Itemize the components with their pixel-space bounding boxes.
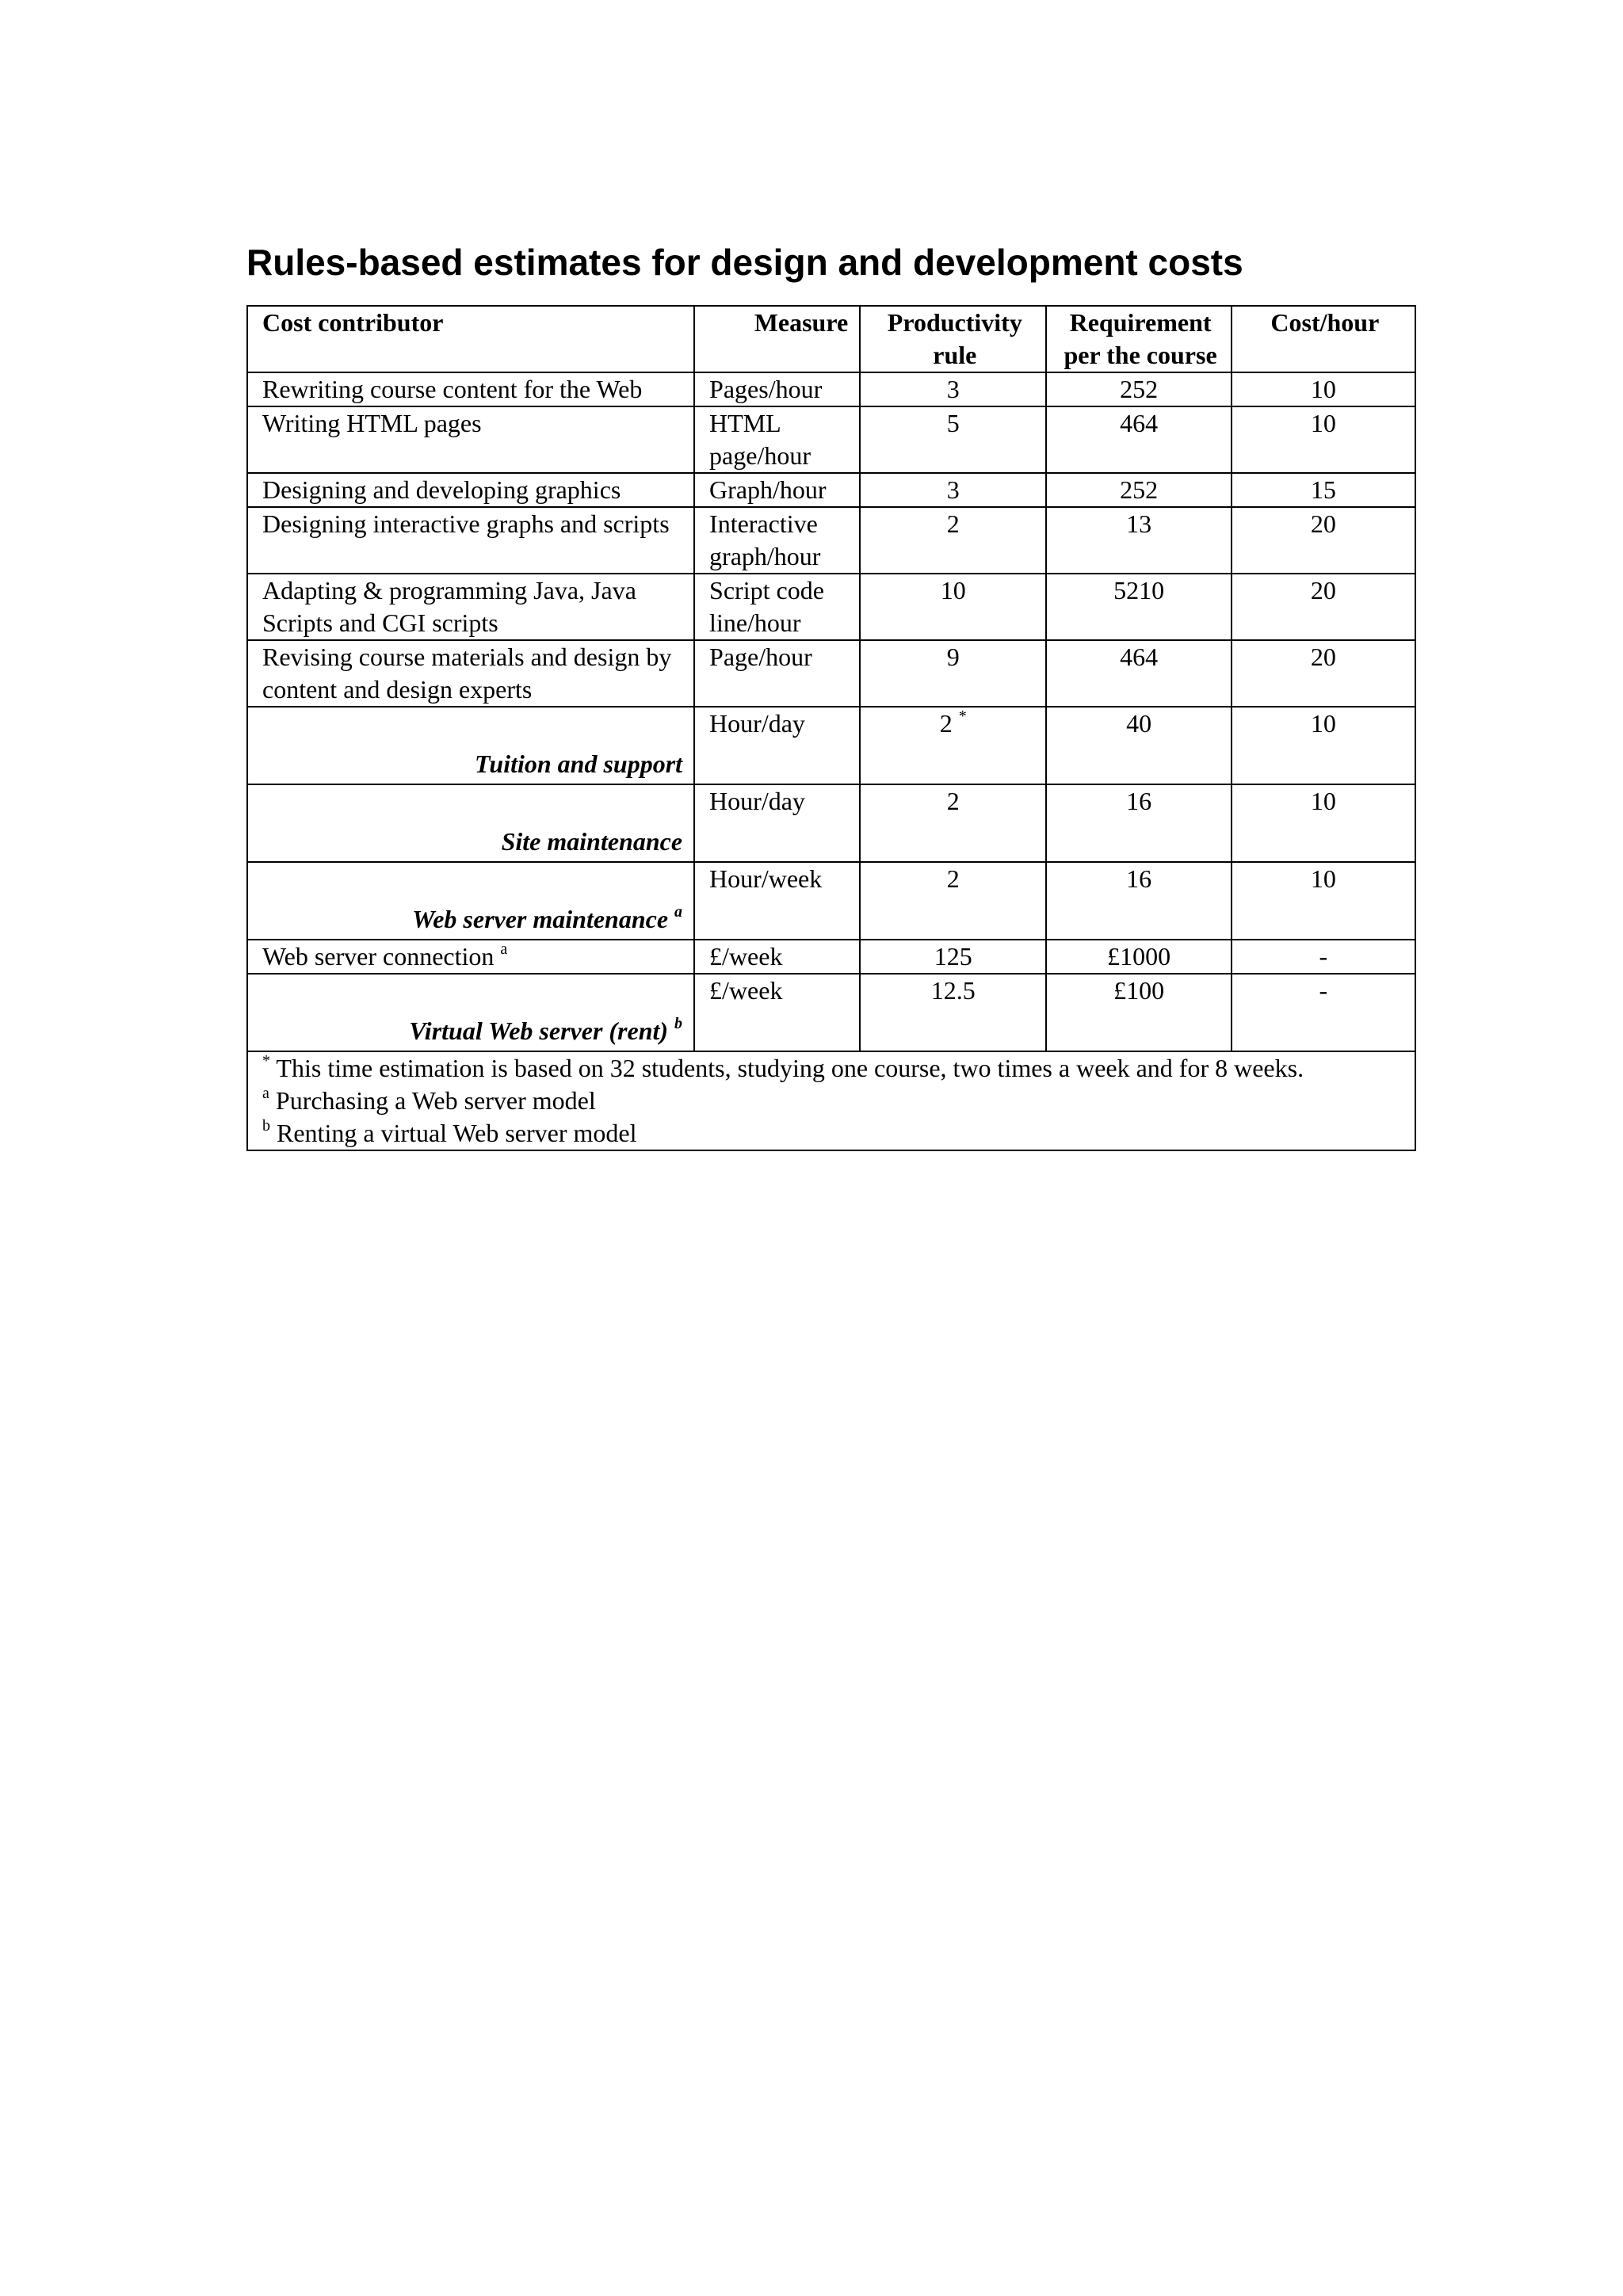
cell-rule: 10 [860,574,1046,640]
footnote-mark: b [674,1015,683,1032]
table-row [247,406,1415,473]
page-title: Rules-based estimates for design and development costs [246,242,1243,283]
cell-rule: 125 [860,940,1046,974]
cell-cost: - [1232,974,1415,1051]
header-cost-contributor: Cost contributor [247,306,694,372]
cell-cost: 10 [1232,784,1415,862]
cell-contributor [247,974,694,1051]
cell-requirement: 16 [1046,784,1231,862]
cell-cost: 10 [1232,372,1415,406]
cell-contributor: Writing HTML pages [247,406,694,473]
contributor-label: Tuition and support [475,749,683,778]
cell-measure: Hour/week [694,862,860,940]
cell-measure: Hour/day [694,784,860,862]
cell-cost: 10 [1232,406,1415,473]
cell-measure: Interactive graph/hour [694,507,860,574]
cell-requirement: 13 [1046,507,1231,574]
table-notes [247,1051,1415,1150]
cell-contributor [247,940,694,974]
cell-requirement: 252 [1046,473,1231,507]
cell-cost: 10 [1232,862,1415,940]
rule-value: 2 [939,709,953,738]
cell-rule: 2 [860,784,1046,862]
cell-requirement: £1000 [1046,940,1231,974]
contributor-label: Web server maintenance [412,905,669,933]
header-cost-hour: Cost/hour [1232,306,1415,372]
cell-requirement: 5210 [1046,574,1231,640]
footnote [262,1052,1403,1085]
table-row [247,473,1415,507]
cell-rule: 12.5 [860,974,1046,1051]
cell-requirement: 16 [1046,862,1231,940]
table-row [247,784,1415,862]
cell-measure: Page/hour [694,640,860,707]
cell-measure: Graph/hour [694,473,860,507]
cell-rule [860,707,1046,784]
cell-cost: 10 [1232,707,1415,784]
table-header-row [247,306,1415,372]
cell-cost: 20 [1232,574,1415,640]
footnote-text: Renting a virtual Web server model [277,1119,637,1147]
cell-rule: 2 [860,862,1046,940]
contributor-label: Virtual Web server (rent) [409,1016,669,1045]
cell-measure: Script code line/hour [694,574,860,640]
cell-measure: £/week [694,940,860,974]
cell-contributor: Revising course materials and design by content and design experts [247,640,694,707]
cost-estimates-table [246,305,1416,1151]
cell-rule: 9 [860,640,1046,707]
cell-requirement: £100 [1046,974,1231,1051]
footnote [262,1117,1403,1150]
footnote-mark: a [262,1085,269,1102]
header-measure: Measure [694,306,860,372]
header-requirement: Requirement per the course [1046,306,1231,372]
table-row [247,940,1415,974]
table-row [247,372,1415,406]
cell-measure: HTML page/hour [694,406,860,473]
cell-contributor [247,707,694,784]
cell-contributor: Rewriting course content for the Web [247,372,694,406]
contributor-label: Site maintenance [501,827,683,856]
cell-contributor [247,862,694,940]
footnote [262,1085,1403,1117]
cell-rule: 2 [860,507,1046,574]
cell-contributor: Designing interactive graphs and scripts [247,507,694,574]
cell-rule: 5 [860,406,1046,473]
cell-contributor: Designing and developing graphics [247,473,694,507]
footnote-text: This time estimation is based on 32 students, studying one course, two times a week and for 8 weeks. [276,1054,1304,1082]
cell-measure: Hour/day [694,707,860,784]
table-row [247,707,1415,784]
cell-rule: 3 [860,473,1046,507]
cell-measure: Pages/hour [694,372,860,406]
cell-cost: 15 [1232,473,1415,507]
cell-measure: £/week [694,974,860,1051]
cell-requirement: 464 [1046,406,1231,473]
footnote-mark: b [262,1117,270,1135]
cell-cost: 20 [1232,640,1415,707]
cell-requirement: 464 [1046,640,1231,707]
contributor-label: Web server connection [262,942,495,971]
footnote-mark: * [958,707,967,725]
table-row [247,574,1415,640]
table-row [247,974,1415,1051]
cell-rule: 3 [860,372,1046,406]
table-row [247,507,1415,574]
header-productivity-rule: Productivity rule [860,306,1046,372]
cell-requirement: 40 [1046,707,1231,784]
cell-cost: - [1232,940,1415,974]
footnote-mark: a [674,903,683,921]
table-row [247,862,1415,940]
cell-requirement: 252 [1046,372,1231,406]
cell-cost: 20 [1232,507,1415,574]
footnote-text: Purchasing a Web server model [275,1086,596,1115]
footnote-mark: * [262,1052,270,1070]
cell-contributor [247,784,694,862]
table-notes-row [247,1051,1415,1150]
table-row [247,640,1415,707]
cell-contributor: Adapting & programming Java, Java Scripts and CGI scripts [247,574,694,640]
footnote-mark: a [500,940,508,958]
